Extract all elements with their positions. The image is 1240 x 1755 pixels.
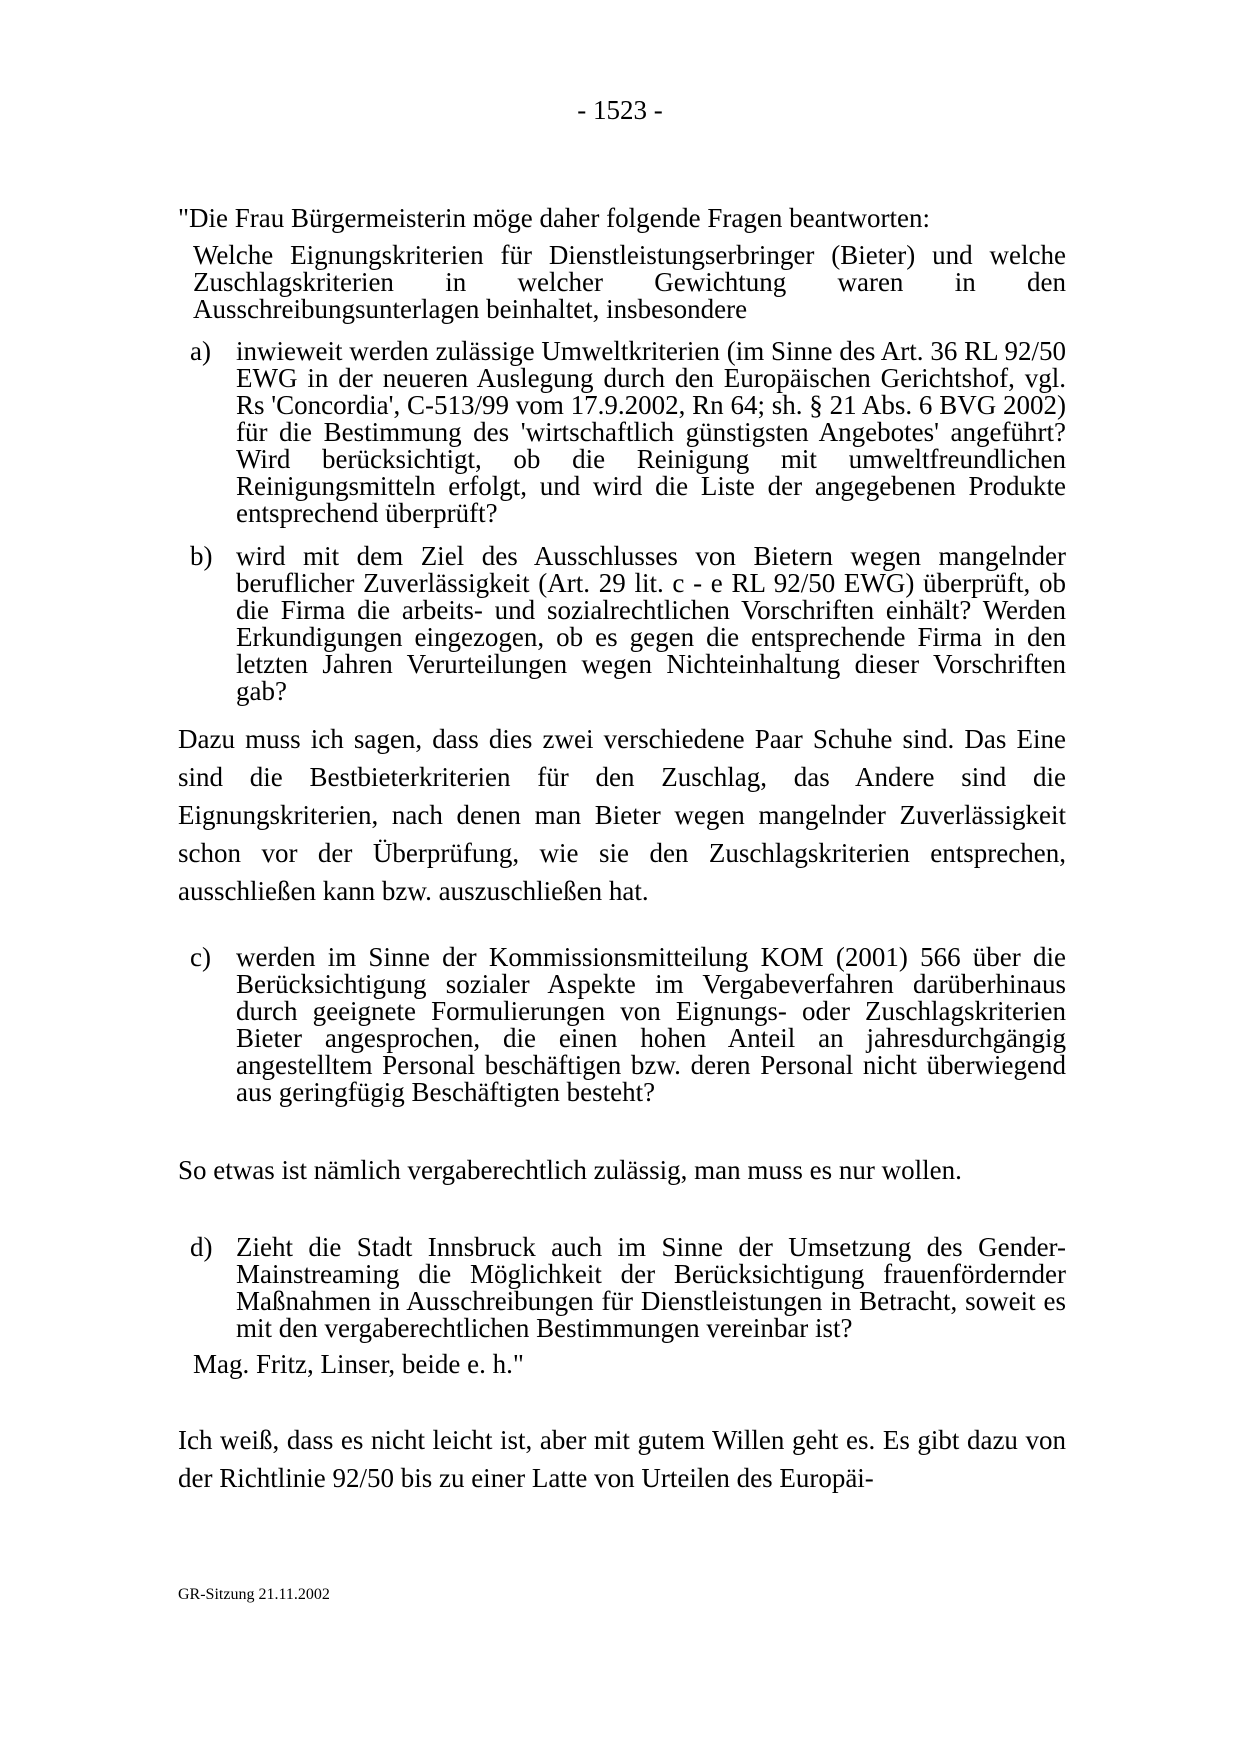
quote-intro: "Die Frau Bürgermeisterin möge daher folgende Fragen beantworten: bbox=[178, 203, 931, 233]
item-label-c: c) bbox=[190, 942, 211, 972]
item-label-a: a) bbox=[190, 336, 211, 366]
item-text-b: wird mit dem Ziel des Ausschlusses von Bietern wegen mangelnder beruflicher Zuverlässigkeit (Art. 29 lit. c - e RL 92/50 EWG) überprüft, ob die Firma die arbeits- und sozialrechtlichen Vorschriften einhält? Werden Erkundigungen eingezogen, ob es gegen die entsprechende Firma in den letzten Jahren Verurteilungen wegen Nichteinhaltung dieser Vorschriften gab? bbox=[236, 541, 1066, 706]
item-label-d: d) bbox=[190, 1232, 213, 1262]
body-paragraph-3: Ich weiß, dass es nicht leicht ist, aber mit gutem Willen geht es. Es gibt dazu von der Richtlinie 92/50 bis zu einer Latte von Urteilen des Europäi- bbox=[178, 1425, 1066, 1493]
page-number: - 1523 - bbox=[577, 95, 663, 125]
question-item-d bbox=[190, 1234, 1066, 1342]
item-text-c: werden im Sinne der Kommissionsmitteilung KOM (2001) 566 über die Berücksichtigung sozialer Aspekte im Vergabeverfahren darüberhinaus durch geeignete Formulierungen von Eignungs- oder Zuschlagskriterien Bieter angesprochen, die einen hohen Anteil an jahresdurchgängig angestelltem Personal beschäftigen bzw. deren Personal nicht überwiegend aus geringfügig Beschäftigten besteht? bbox=[236, 942, 1066, 1107]
item-text-a: inwieweit werden zulässige Umweltkriterien (im Sinne des Art. 36 RL 92/50 EWG in der neueren Auslegung durch den Europäischen Gerichtshof, vgl. Rs 'Concordia', C-513/99 vom 17.9.2002, Rn 64; sh. § 21 Abs. 6 BVG 2002) für die Bestimmung des 'wirtschaftlich günstigsten Angebotes' angeführt? Wird berücksichtigt, ob die Reinigung mit umweltfreundlichen Reinigungsmitteln erfolgt, und wird die Liste der angegebenen Produkte entsprechend überprüft? bbox=[236, 336, 1066, 528]
quote-question: Welche Eignungskriterien für Dienstleistungserbringer (Bieter) und welche Zuschlagskriterien in welcher Gewichtung waren in den Ausschreibungsunterlagen beinhaltet, insbesondere bbox=[193, 240, 1066, 324]
item-text-d: Zieht die Stadt Innsbruck auch im Sinne der Umsetzung des Gender-Mainstreaming die Möglichkeit der Berücksichtigung frauenfördernder Maßnahmen in Ausschreibungen für Dienstleistungen in Betracht, soweit es mit den vergaberechtlichen Bestimmungen vereinbar ist? bbox=[236, 1232, 1066, 1343]
question-item-a bbox=[190, 338, 1066, 527]
quote-signature: Mag. Fritz, Linser, beide e. h." bbox=[193, 1349, 524, 1379]
body-paragraph-1: Dazu muss ich sagen, dass dies zwei verschiedene Paar Schuhe sind. Das Eine sind die Bestbieterkriterien für den Zuschlag, das Andere sind die Eignungskriterien, nach denen man Bieter wegen mangelnder Zuverlässigkeit schon vor der Überprüfung, wie sie den Zuschlagskriterien entsprechen, ausschließen kann bzw. auszuschließen hat. bbox=[178, 724, 1066, 906]
question-item-c bbox=[190, 944, 1066, 1106]
body-paragraph-2: So etwas ist nämlich vergaberechtlich zulässig, man muss es nur wollen. bbox=[178, 1155, 962, 1185]
item-label-b: b) bbox=[190, 541, 213, 571]
footer-session-date: GR-Sitzung 21.11.2002 bbox=[178, 1586, 330, 1603]
question-item-b bbox=[190, 543, 1066, 705]
